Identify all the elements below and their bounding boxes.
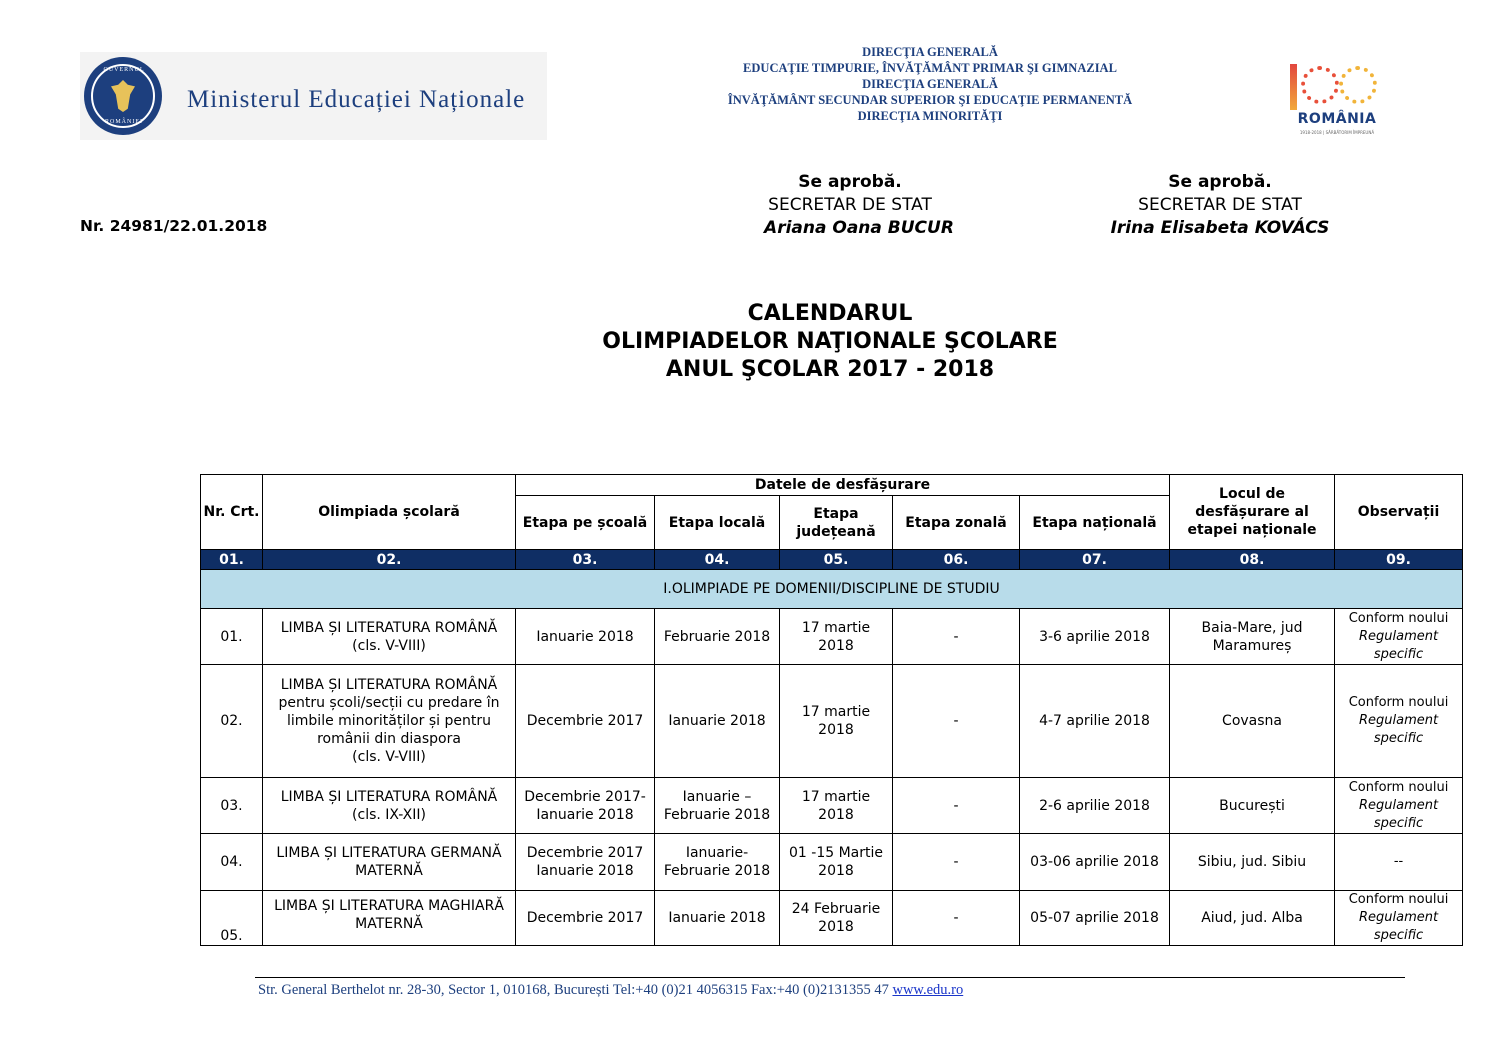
obs-line: specific (1373, 731, 1424, 746)
obs-line: Regulament (1358, 910, 1439, 925)
cell-judeteana: 17 martie 2018 (780, 665, 893, 778)
table-row (201, 778, 1463, 834)
cell-nationala: 2-6 aprilie 2018 (1020, 778, 1170, 834)
title-line: OLIMPIADELOR NAŢIONALE ŞCOLARE (602, 329, 1058, 354)
cell-nr: 03. (201, 778, 263, 834)
header-observatii: Observații (1335, 475, 1463, 550)
title-line: ANUL ŞCOLAR 2017 - 2018 (665, 357, 995, 382)
footer-divider (255, 977, 1405, 978)
page-title (580, 300, 1080, 384)
olimpiada-line: limbile minorităților și pentru (287, 713, 491, 729)
obs-line: Conform noului (1348, 610, 1449, 626)
centenary-zero-icon (1301, 66, 1339, 104)
approval-name: Irina Elisabeta KOVÁCS (1110, 218, 1330, 238)
header-zonala: Etapa zonală (893, 496, 1020, 550)
column-number: 06. (893, 550, 1020, 570)
cell-nationala: 05-07 aprilie 2018 (1020, 891, 1170, 946)
cell-olimpiada (263, 665, 516, 778)
seal-bottom-text: ROMÂNIEI (105, 119, 143, 125)
title-line: CALENDARUL (747, 301, 913, 326)
cell-locala: Ianuarie – Februarie 2018 (655, 778, 780, 834)
olimpiada-line: LIMBA ȘI LITERATURA MAGHIARĂ (274, 898, 504, 914)
cell-locala: Ianuarie 2018 (655, 665, 780, 778)
column-number: 01. (201, 550, 263, 570)
cell-zonala: - (893, 891, 1020, 946)
cell-nr: 05. (201, 891, 263, 946)
header-judeteana: Etapa județeană (780, 496, 893, 550)
cell-locala: Ianuarie 2018 (655, 891, 780, 946)
centenary-one-icon (1290, 64, 1297, 110)
obs-line: Regulament (1358, 797, 1439, 813)
cell-locul: Aiud, jud. Alba (1170, 891, 1335, 946)
olimpiada-line: (cls. IX-XII) (352, 806, 426, 823)
cell-olimpiada (263, 609, 516, 665)
column-number: 07. (1020, 550, 1170, 570)
approval-role: SECRETAR DE STAT (768, 195, 932, 215)
cell-observatii (1335, 665, 1463, 778)
cell-judeteana: 01 -15 Martie 2018 (780, 834, 893, 891)
column-number: 09. (1335, 550, 1463, 570)
document-number: Nr. 24981/22.01.2018 (80, 217, 268, 235)
direction-line: DIRECŢIA MINORITĂŢI (857, 109, 1003, 123)
seal-top-text: GUVERNUL (103, 67, 145, 73)
olimpiada-line: (cls. V-VIII) (352, 637, 426, 654)
column-number: 04. (655, 550, 780, 570)
table-row (201, 665, 1463, 778)
header-locala: Etapa locală (655, 496, 780, 550)
footer (258, 982, 963, 999)
government-seal-icon (84, 57, 162, 135)
cell-olimpiada (263, 778, 516, 834)
directions-header (690, 44, 1170, 124)
cell-locala: Februarie 2018 (655, 609, 780, 665)
cell-locala: Ianuarie- Februarie 2018 (655, 834, 780, 891)
cell-nr: 01. (201, 609, 263, 665)
cell-nr: 04. (201, 834, 263, 891)
cell-locul: București (1170, 778, 1335, 834)
cell-scoala: Decembrie 2017 Ianuarie 2018 (516, 834, 655, 891)
table-row (201, 609, 1463, 665)
centenary-logo-subtext: 1918-2018 | SĂRBĂTORIM ÎMPREUNĂ (1299, 130, 1375, 135)
column-number: 05. (780, 550, 893, 570)
cell-scoala: Decembrie 2017 (516, 665, 655, 778)
cell-judeteana: 24 Februarie 2018 (780, 891, 893, 946)
cell-scoala: Ianuarie 2018 (516, 609, 655, 665)
direction-line: EDUCAŢIE TIMPURIE, ÎNVĂŢĂMÂNT PRIMAR ŞI GIMNAZIAL (743, 61, 1117, 75)
olimpiada-line: MATERNĂ (355, 863, 423, 879)
cell-observatii (1335, 891, 1463, 946)
obs-line: Conform noului (1348, 695, 1449, 710)
cell-observatii: -- (1335, 834, 1463, 891)
table-row (201, 891, 1463, 946)
approval-label: Se aprobă. (798, 172, 902, 192)
obs-line: specific (1373, 928, 1424, 943)
cell-olimpiada (263, 891, 516, 946)
header-nationala: Etapa națională (1020, 496, 1170, 550)
olympiad-calendar-table (200, 474, 1463, 946)
cell-observatii (1335, 778, 1463, 834)
obs-line: specific (1373, 815, 1424, 831)
cell-zonala: - (893, 834, 1020, 891)
cell-zonala: - (893, 609, 1020, 665)
olimpiada-line: pentru școli/secții cu predare în (278, 695, 500, 711)
cell-nationala: 4-7 aprilie 2018 (1020, 665, 1170, 778)
centenary-logo-text: ROMÂNIA (1297, 111, 1377, 127)
cell-nationala: 3-6 aprilie 2018 (1020, 609, 1170, 665)
obs-line: Conform noului (1348, 779, 1449, 795)
obs-line: specific (1373, 646, 1424, 662)
footer-address: Str. General Berthelot nr. 28-30, Sector 1, 010168, București Tel:+40 (0)21 4056315 Fax:+40 (0)2131355 47 (258, 982, 893, 998)
direction-line: DIRECŢIA GENERALĂ (862, 77, 998, 91)
cell-nationala: 03-06 aprilie 2018 (1020, 834, 1170, 891)
olimpiada-line: MATERNĂ (355, 916, 423, 932)
section-row (201, 570, 1463, 609)
obs-line: Regulament (1358, 628, 1439, 644)
obs-line: Conform noului (1348, 892, 1449, 907)
direction-line: DIRECŢIA GENERALĂ (862, 45, 998, 59)
approval-block-right (1108, 171, 1332, 240)
cell-locul: Covasna (1170, 665, 1335, 778)
direction-line: ÎNVĂŢĂMÂNT SECUNDAR SUPERIOR ŞI EDUCAŢIE PERMANENTĂ (727, 93, 1133, 107)
column-number: 02. (263, 550, 516, 570)
column-number: 03. (516, 550, 655, 570)
approval-role: SECRETAR DE STAT (1138, 195, 1302, 215)
centenary-zero-icon (1339, 66, 1377, 104)
cell-judeteana: 17 martie 2018 (780, 609, 893, 665)
olimpiada-line: românii din diaspora (317, 731, 461, 747)
column-number-row (201, 550, 1463, 570)
footer-website-link[interactable]: www.edu.ro (892, 982, 964, 998)
ministry-logo (80, 52, 547, 140)
cell-locul: Sibiu, jud. Sibiu (1170, 834, 1335, 891)
ministry-name: Ministerul Educației Naționale (187, 86, 526, 113)
olimpiada-line: (cls. V-VIII) (352, 749, 426, 765)
cell-locul: Baia-Mare, jud Maramureș (1170, 609, 1335, 665)
column-number: 08. (1170, 550, 1335, 570)
cell-olimpiada (263, 834, 516, 891)
cell-zonala: - (893, 778, 1020, 834)
cell-judeteana: 17 martie 2018 (780, 778, 893, 834)
obs-line: Regulament (1358, 713, 1439, 728)
cell-nr: 02. (201, 665, 263, 778)
approval-label: Se aprobă. (1168, 172, 1272, 192)
section-title: I.OLIMPIADE PE DOMENII/DISCIPLINE DE STUDIU (201, 570, 1463, 609)
header-scoala: Etapa pe școală (516, 496, 655, 550)
cell-observatii (1335, 609, 1463, 665)
olimpiada-line: LIMBA ȘI LITERATURA ROMÂNĂ (280, 677, 498, 693)
header-group-dates: Datele de desfășurare (516, 475, 1170, 496)
header-nr: Nr. Crt. (201, 475, 263, 550)
cell-scoala: Decembrie 2017- Ianuarie 2018 (516, 778, 655, 834)
approval-block-left (740, 171, 960, 240)
cell-zonala: - (893, 665, 1020, 778)
romania-centenary-logo (1287, 64, 1387, 136)
header-olimpiada: Olimpiada școlară (263, 475, 516, 550)
olimpiada-line: LIMBA ȘI LITERATURA GERMANĂ (276, 845, 502, 861)
olimpiada-line: LIMBA ȘI LITERATURA ROMÂNĂ (280, 788, 498, 805)
header-locul: Locul de desfășurare al etapei naționale (1170, 475, 1335, 550)
olimpiada-line: LIMBA ȘI LITERATURA ROMÂNĂ (280, 619, 498, 636)
table-row (201, 834, 1463, 891)
cell-scoala: Decembrie 2017 (516, 891, 655, 946)
approval-name: Ariana Oana BUCUR (764, 218, 954, 238)
